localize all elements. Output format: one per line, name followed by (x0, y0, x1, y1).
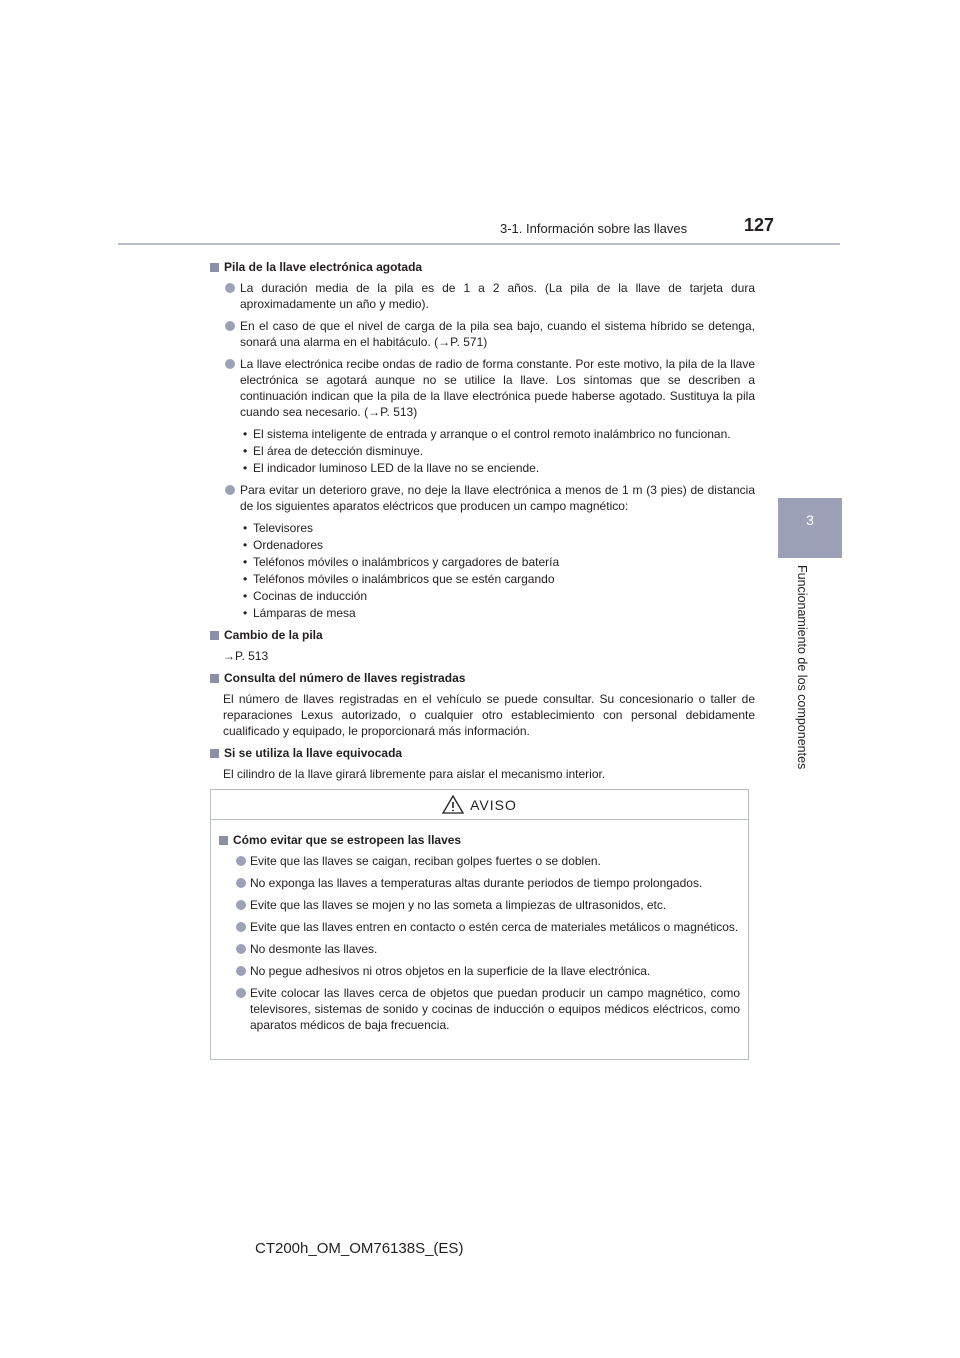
device-item: • Ordenadores (243, 538, 324, 552)
list-item: Para evitar un deterioro grave, no deje la llave electrónica a menos de 1 m (3 pies) de distancia de los siguientes aparatos eléctricos que producen un campo magnético: (210, 482, 755, 514)
device-item: • Teléfonos móviles o inalámbricos y cargadores de batería (243, 555, 560, 569)
list-item: La llave electrónica recibe ondas de radio de forma constante. Por este motivo, la pila de la llave electrónica se agotará aunque no se utilice la llave. Los síntomas que se describen a continuación indican que la pila de la llave electrónica puede haberse agotado. Sustituya la pila cuando sea necesario. (→P. 513) (210, 356, 755, 420)
list-item: No exponga las llaves a temperaturas altas durante periodos de tiempo prolongados. (219, 875, 740, 891)
chapter-tab (778, 498, 842, 558)
device-item: • Televisores (243, 521, 314, 535)
document-code: CT200h_OM_OM76138S_(ES) (255, 1240, 464, 1257)
round-bullet-icon (236, 944, 246, 954)
section-heading-battery: Pila de la llave electrónica agotada (210, 259, 755, 275)
symptom-item: • El sistema inteligente de entrada y arranque o el control remoto inalámbrico no funcionan. (243, 427, 731, 441)
warning-title: AVISO (470, 796, 517, 813)
round-bullet-icon (236, 878, 246, 888)
section-heading-battery-change: Cambio de la pila (210, 627, 755, 643)
square-bullet-icon (210, 674, 219, 683)
paragraph: El número de llaves registradas en el vehículo se puede consultar. Su concesionario o taller de reparaciones Lexus autorizado, o cualquier otro establecimiento con personal debidamente cualificado y equipado, le proporcionará más información. (223, 692, 755, 738)
header-rule (118, 243, 840, 245)
list-item: Evite que las llaves entren en contacto o estén cerca de materiales metálicos o magnéticos. (219, 919, 740, 935)
chapter-number: 3 (806, 512, 814, 528)
device-list (210, 520, 755, 621)
page-reference: →P. 513 (223, 649, 269, 663)
main-content (210, 255, 755, 788)
square-bullet-icon (210, 263, 219, 272)
device-item: • Teléfonos móviles o inalámbricos que se estén cargando (243, 572, 555, 586)
list-item: Evite colocar las llaves cerca de objetos que puedan producir un campo magnético, como televisores, sistemas de sonido y cocinas de inducción o equipos médicos eléctricos, como aparatos médicos de baja frecuencia. (219, 985, 740, 1033)
warning-heading: Cómo evitar que se estropeen las llaves (219, 832, 740, 848)
list-item: En el caso de que el nivel de carga de la pila sea bajo, cuando el sistema híbrido se detenga, sonará una alarma en el habitáculo. (→P. 571) (210, 318, 755, 350)
round-bullet-icon (236, 900, 246, 910)
square-bullet-icon (210, 631, 219, 640)
list-item: La duración media de la pila es de 1 a 2 años. (La pila de la llave de tarjeta dura aproximadamente un año y medio). (210, 280, 755, 312)
symptom-item: • El área de detección disminuye. (243, 444, 424, 458)
round-bullet-icon (225, 283, 235, 293)
square-bullet-icon (210, 749, 219, 758)
round-bullet-icon (236, 966, 246, 976)
paragraph: El cilindro de la llave girará libremente para aislar el mecanismo interior. (223, 767, 606, 781)
round-bullet-icon (225, 485, 235, 495)
section-title: 3-1. Información sobre las llaves (500, 221, 688, 236)
section-heading-wrong-key: Si se utiliza la llave equivocada (210, 745, 755, 761)
warning-header (211, 790, 748, 820)
list-item: Evite que las llaves se mojen y no las someta a limpiezas de ultrasonidos, etc. (219, 897, 740, 913)
chapter-side-label: Funcionamiento de los componentes (795, 565, 809, 770)
round-bullet-icon (225, 359, 235, 369)
list-item: Evite que las llaves se caigan, reciban golpes fuertes o se doblen. (219, 853, 740, 869)
round-bullet-icon (236, 856, 246, 866)
round-bullet-icon (236, 922, 246, 932)
page-number: 127 (744, 215, 775, 235)
list-item: No desmonte las llaves. (219, 941, 740, 957)
section-heading-registered-keys: Consulta del número de llaves registradas (210, 670, 755, 686)
warning-triangle-icon (442, 795, 464, 814)
square-bullet-icon (219, 836, 228, 845)
symptom-list (210, 426, 755, 476)
warning-body (211, 820, 748, 1033)
device-item: • Lámparas de mesa (243, 606, 356, 620)
device-item: • Cocinas de inducción (243, 589, 368, 603)
round-bullet-icon (225, 321, 235, 331)
warning-box (210, 789, 749, 1060)
round-bullet-icon (236, 988, 246, 998)
list-item: No pegue adhesivos ni otros objetos en la superficie de la llave electrónica. (219, 963, 740, 979)
symptom-item: • El indicador luminoso LED de la llave no se enciende. (243, 461, 540, 475)
